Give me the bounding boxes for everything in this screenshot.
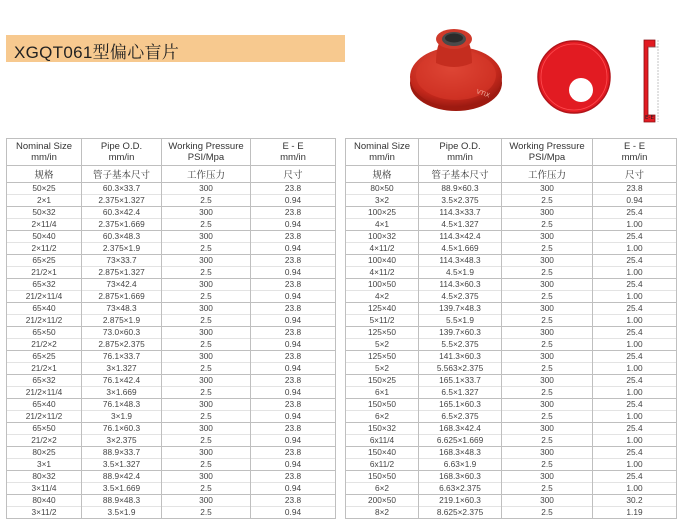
cell-pressure: 300 2.5 bbox=[502, 423, 593, 447]
cell-ee: 23.8 0.94 bbox=[251, 423, 336, 447]
table-row bbox=[7, 327, 336, 351]
cell-pressure: 300 2.5 bbox=[502, 351, 593, 375]
table-row bbox=[346, 423, 677, 447]
cell-size: 80×40 3×11/2 bbox=[7, 495, 82, 519]
cell-ee: 25.4 1.00 bbox=[593, 423, 677, 447]
cell-pressure: 300 2.5 bbox=[502, 495, 593, 519]
table-row bbox=[346, 399, 677, 423]
cell-size: 125×50 5×2 bbox=[346, 351, 419, 375]
cell-size: 125×40 5×11/2 bbox=[346, 303, 419, 327]
cell-pipe-od: 60.3×42.4 2.375×1.669 bbox=[82, 207, 162, 231]
cell-pressure: 300 2.5 bbox=[502, 231, 593, 255]
cell-size: 65×40 21/2×11/2 bbox=[7, 399, 82, 423]
table-row bbox=[346, 279, 677, 303]
table-row bbox=[346, 351, 677, 375]
cell-size: 100×40 4×11/2 bbox=[346, 255, 419, 279]
cell-pressure: 300 2.5 bbox=[162, 423, 251, 447]
cell-size: 150×32 6x11/4 bbox=[346, 423, 419, 447]
header-pipe-od: Pipe O.D. mm/in bbox=[82, 139, 162, 166]
cell-pressure: 300 2.5 bbox=[502, 399, 593, 423]
cell-size: 65×50 21/2×2 bbox=[7, 423, 82, 447]
cell-pressure: 300 2.5 bbox=[502, 471, 593, 495]
cell-ee: 25.4 1.00 bbox=[593, 231, 677, 255]
table-row bbox=[346, 183, 677, 207]
cell-pressure: 300 2.5 bbox=[502, 279, 593, 303]
cell-pressure: 300 2.5 bbox=[502, 303, 593, 327]
cell-size: 65×25 21/2×1 bbox=[7, 351, 82, 375]
cell-ee: 23.8 0.94 bbox=[251, 447, 336, 471]
cell-pipe-od: 168.3×42.4 6.625×1.669 bbox=[419, 423, 502, 447]
header-working-pressure: Working Pressure PSI/Mpa bbox=[162, 139, 251, 166]
table-row bbox=[346, 255, 677, 279]
table-row bbox=[7, 303, 336, 327]
cell-pressure: 300 2.5 bbox=[162, 375, 251, 399]
table-row bbox=[7, 207, 336, 231]
cell-pipe-od: 88.9×42.4 3.5×1.669 bbox=[82, 471, 162, 495]
cell-pipe-od: 88.9×48.3 3.5×1.9 bbox=[82, 495, 162, 519]
cell-pipe-od: 60.3×48.3 2.375×1.9 bbox=[82, 231, 162, 255]
cell-size: 65×32 21/2×11/4 bbox=[7, 375, 82, 399]
cell-pressure: 300 2.5 bbox=[162, 495, 251, 519]
cell-size: 150×40 6x11/2 bbox=[346, 447, 419, 471]
table-row bbox=[346, 447, 677, 471]
header-cn-od: 管子基本尺寸 bbox=[82, 166, 162, 183]
table-row bbox=[7, 399, 336, 423]
cell-pipe-od: 139.7×48.3 5.5×1.9 bbox=[419, 303, 502, 327]
cell-ee: 23.8 0.94 bbox=[251, 303, 336, 327]
page-title: XGQT061型偏心盲片 bbox=[14, 43, 180, 62]
cell-ee: 25.4 1.00 bbox=[593, 375, 677, 399]
cell-size: 150×50 6×2 bbox=[346, 471, 419, 495]
cell-pressure: 300 2.5 bbox=[162, 399, 251, 423]
cell-pressure: 300 2.5 bbox=[162, 231, 251, 255]
cell-size: 150×25 6×1 bbox=[346, 375, 419, 399]
header-pipe-od: Pipe O.D. mm/in bbox=[419, 139, 502, 166]
spec-table-left bbox=[6, 138, 336, 519]
cell-ee: 23.8 0.94 bbox=[251, 231, 336, 255]
table-row bbox=[7, 351, 336, 375]
cell-size: 65×25 21/2×1 bbox=[7, 255, 82, 279]
cell-size: 80×50 3×2 bbox=[346, 183, 419, 207]
cell-pressure: 300 2.5 bbox=[162, 303, 251, 327]
title-banner bbox=[6, 35, 345, 62]
cell-pipe-od: 168.3×60.3 6.63×2.375 bbox=[419, 471, 502, 495]
photo-marking: VTIX bbox=[475, 88, 491, 100]
front-view-drawing bbox=[536, 37, 612, 117]
cell-pressure: 300 2.5 bbox=[162, 207, 251, 231]
cell-ee: 23.8 0.94 bbox=[251, 183, 336, 207]
cell-pipe-od: 88.9×60.3 3.5×2.375 bbox=[419, 183, 502, 207]
cell-ee: 25.4 1.00 bbox=[593, 399, 677, 423]
cell-pipe-od: 73×48.3 2.875×1.9 bbox=[82, 303, 162, 327]
cell-ee: 23.8 0.94 bbox=[593, 183, 677, 207]
cell-size: 200×50 8×2 bbox=[346, 495, 419, 519]
cell-ee: 23.8 0.94 bbox=[251, 279, 336, 303]
cell-size: 65×32 21/2×11/4 bbox=[7, 279, 82, 303]
cell-size: 65×50 21/2×2 bbox=[7, 327, 82, 351]
cell-ee: 23.8 0.94 bbox=[251, 375, 336, 399]
cell-pressure: 300 2.5 bbox=[162, 447, 251, 471]
header-nominal-size: Nominal Size mm/in bbox=[7, 139, 82, 166]
cell-ee: 25.4 1.00 bbox=[593, 279, 677, 303]
header-ee: E - E mm/in bbox=[593, 139, 677, 166]
cell-pipe-od: 76.1×60.3 3×2.375 bbox=[82, 423, 162, 447]
cell-pressure: 300 2.5 bbox=[502, 447, 593, 471]
cell-pressure: 300 2.5 bbox=[502, 255, 593, 279]
table-row bbox=[7, 279, 336, 303]
section-label: E-E bbox=[645, 115, 654, 121]
header-cn-od: 管子基本尺寸 bbox=[419, 166, 502, 183]
cell-size: 150×50 6×2 bbox=[346, 399, 419, 423]
cell-pipe-od: 76.1×42.4 3×1.669 bbox=[82, 375, 162, 399]
table-row bbox=[346, 327, 677, 351]
cell-size: 125×50 5×2 bbox=[346, 327, 419, 351]
cell-pipe-od: 73×42.4 2.875×1.669 bbox=[82, 279, 162, 303]
cell-size: 100×32 4×11/2 bbox=[346, 231, 419, 255]
table-row bbox=[346, 375, 677, 399]
table-row bbox=[346, 471, 677, 495]
cell-pipe-od: 114.3×48.3 4.5×1.9 bbox=[419, 255, 502, 279]
cell-ee: 23.8 0.94 bbox=[251, 351, 336, 375]
cell-ee: 23.8 0.94 bbox=[251, 327, 336, 351]
table-row bbox=[7, 375, 336, 399]
table-row bbox=[346, 303, 677, 327]
cell-pipe-od: 114.3×42.4 4.5×1.669 bbox=[419, 231, 502, 255]
cell-pressure: 300 2.5 bbox=[502, 327, 593, 351]
cell-pressure: 300 2.5 bbox=[502, 183, 593, 207]
cell-pipe-od: 73.0×60.3 2.875×2.375 bbox=[82, 327, 162, 351]
table-row bbox=[7, 183, 336, 207]
table-row bbox=[7, 471, 336, 495]
cell-ee: 25.4 1.00 bbox=[593, 351, 677, 375]
cell-pressure: 300 2.5 bbox=[162, 279, 251, 303]
table-row bbox=[7, 255, 336, 279]
cell-pressure: 300 2.5 bbox=[502, 375, 593, 399]
header-cn-size: 规格 bbox=[7, 166, 82, 183]
spec-table-right bbox=[345, 138, 677, 519]
cell-ee: 25.4 1.00 bbox=[593, 471, 677, 495]
cell-pressure: 300 2.5 bbox=[162, 183, 251, 207]
cell-size: 50×25 2×1 bbox=[7, 183, 82, 207]
header-nominal-size: Nominal Size mm/in bbox=[346, 139, 419, 166]
cell-pipe-od: 165.1×33.7 6.5×1.327 bbox=[419, 375, 502, 399]
product-photo bbox=[406, 25, 506, 117]
cell-pipe-od: 60.3×33.7 2.375×1.327 bbox=[82, 183, 162, 207]
cell-ee: 23.8 0.94 bbox=[251, 255, 336, 279]
header-cn-size: 规格 bbox=[346, 166, 419, 183]
table-row bbox=[7, 447, 336, 471]
cell-ee: 25.4 1.00 bbox=[593, 207, 677, 231]
table-row bbox=[346, 207, 677, 231]
cell-pressure: 300 2.5 bbox=[162, 255, 251, 279]
header-cn-pressure: 工作压力 bbox=[502, 166, 593, 183]
cell-size: 50×40 2×11/2 bbox=[7, 231, 82, 255]
cell-size: 100×50 4×2 bbox=[346, 279, 419, 303]
table-row bbox=[7, 231, 336, 255]
header-working-pressure: Working Pressure PSI/Mpa bbox=[502, 139, 593, 166]
header-cn-ee: 尺寸 bbox=[251, 166, 336, 183]
table-row bbox=[346, 231, 677, 255]
header-cn-pressure: 工作压力 bbox=[162, 166, 251, 183]
cell-ee: 23.8 0.94 bbox=[251, 399, 336, 423]
cell-size: 100×25 4×1 bbox=[346, 207, 419, 231]
header-cn-ee: 尺寸 bbox=[593, 166, 677, 183]
cell-pipe-od: 139.7×60.3 5.5×2.375 bbox=[419, 327, 502, 351]
cell-size: 65×40 21/2×11/2 bbox=[7, 303, 82, 327]
cell-pipe-od: 88.9×33.7 3.5×1.327 bbox=[82, 447, 162, 471]
header-ee: E - E mm/in bbox=[251, 139, 336, 166]
cell-pipe-od: 168.3×48.3 6.63×1.9 bbox=[419, 447, 502, 471]
cell-pipe-od: 114.3×33.7 4.5×1.327 bbox=[419, 207, 502, 231]
section-view-drawing bbox=[638, 37, 664, 125]
cell-pressure: 300 2.5 bbox=[162, 471, 251, 495]
cell-pressure: 300 2.5 bbox=[162, 351, 251, 375]
table-row bbox=[7, 495, 336, 519]
cell-pipe-od: 219.1×60.3 8.625×2.375 bbox=[419, 495, 502, 519]
cell-pipe-od: 114.3×60.3 4.5×2.375 bbox=[419, 279, 502, 303]
cell-ee: 23.8 0.94 bbox=[251, 471, 336, 495]
cell-pipe-od: 141.3×60.3 5.563×2.375 bbox=[419, 351, 502, 375]
cell-size: 80×32 3×11/4 bbox=[7, 471, 82, 495]
cell-pressure: 300 2.5 bbox=[162, 327, 251, 351]
cell-pipe-od: 76.1×33.7 3×1.327 bbox=[82, 351, 162, 375]
cell-size: 80×25 3×1 bbox=[7, 447, 82, 471]
table-row bbox=[346, 495, 677, 519]
cell-ee: 23.8 0.94 bbox=[251, 495, 336, 519]
cell-ee: 25.4 1.00 bbox=[593, 255, 677, 279]
cell-ee: 25.4 1.00 bbox=[593, 327, 677, 351]
cell-ee: 25.4 1.00 bbox=[593, 303, 677, 327]
cell-ee: 30.2 1.19 bbox=[593, 495, 677, 519]
cell-size: 50×32 2×11/4 bbox=[7, 207, 82, 231]
cell-pressure: 300 2.5 bbox=[502, 207, 593, 231]
cell-pipe-od: 73×33.7 2.875×1.327 bbox=[82, 255, 162, 279]
cell-pipe-od: 165.1×60.3 6.5×2.375 bbox=[419, 399, 502, 423]
cell-ee: 23.8 0.94 bbox=[251, 207, 336, 231]
cell-pipe-od: 76.1×48.3 3×1.9 bbox=[82, 399, 162, 423]
cell-ee: 25.4 1.00 bbox=[593, 447, 677, 471]
table-row bbox=[7, 423, 336, 447]
